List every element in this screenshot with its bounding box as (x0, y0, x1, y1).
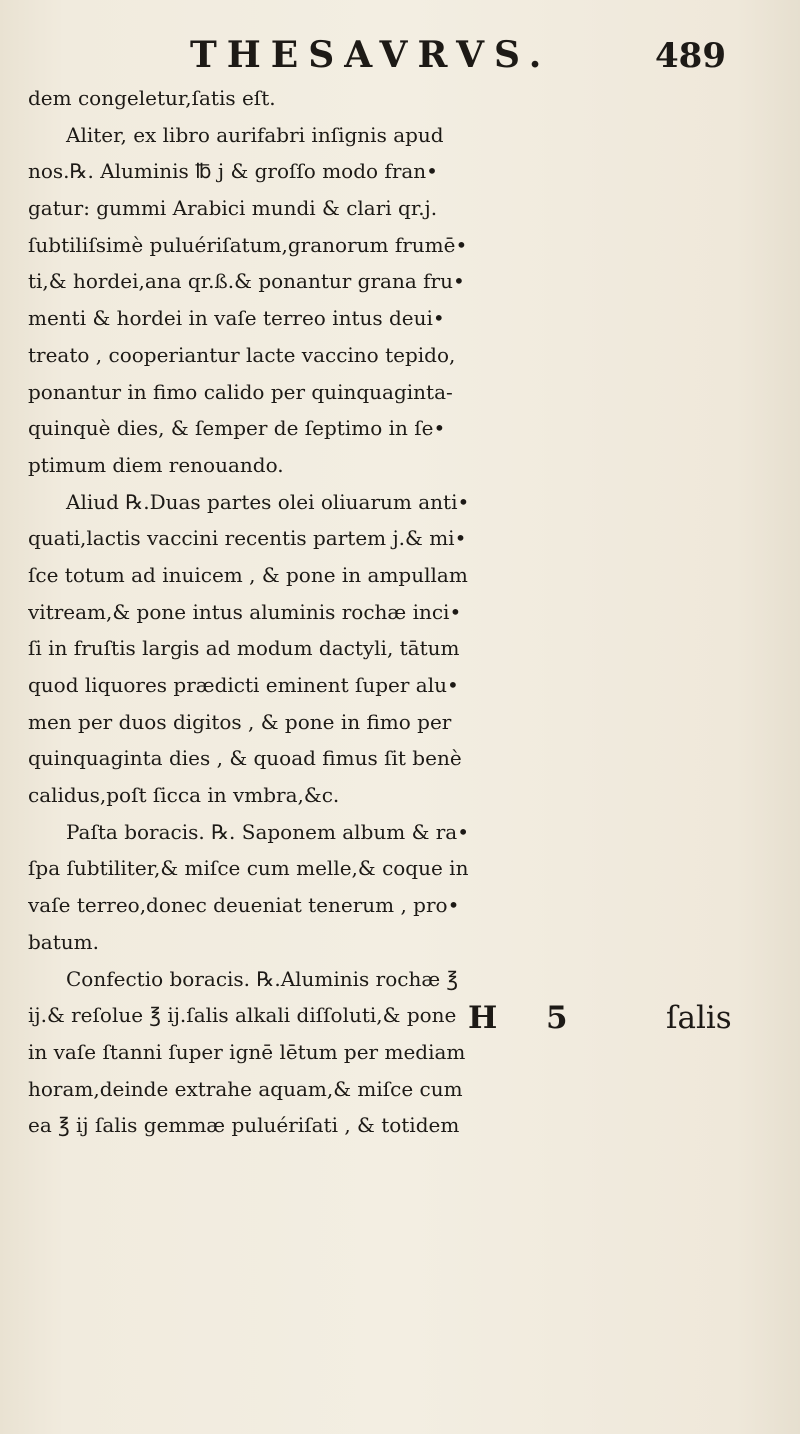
text-line: Paſta boracis. ℞. Saponem album & ra• (66, 819, 470, 844)
text-line: ſpa ſubtiliter,& miſce cum melle,& coque in (28, 856, 469, 881)
text-line: calidus,poſt ſicca in vmbra,&c. (28, 783, 340, 808)
text-line: Aliter, ex libro aurifabri inſignis apud (66, 122, 444, 147)
text-line: quod liquores prædicti eminent ſuper alu• (28, 673, 459, 697)
text-line: ti,& hordei,ana qr.ß.& ponantur grana fru• (28, 269, 465, 294)
page-number: 489 (655, 36, 726, 76)
text-line: men per duos digitos , & pone in fimo per (28, 709, 452, 734)
text-line: quinquaginta dies , & quoad fimus ſit benè (28, 746, 462, 771)
text-line: vaſe terreo,donec deueniat tenerum , pro• (28, 893, 460, 918)
page-footer (0, 1000, 800, 1040)
blank-bottom-margin (0, 1045, 800, 1434)
text-line: vitream,& pone intus aluminis rochæ inci• (28, 599, 462, 624)
signature-mark: H (468, 1000, 498, 1036)
text-line: Aliud ℞.Duas partes olei oliuarum anti• (66, 489, 470, 514)
text-line: gatur: gummi Arabici mundi & clari qr.j. (28, 196, 438, 221)
text-line: Confectio boracis. ℞.Aluminis rochæ ℥ (66, 966, 459, 991)
text-line: ſce totum ad inuicem , & pone in ampullam (28, 562, 468, 587)
text-line: menti & hordei in vaſe terreo intus deui• (28, 306, 445, 331)
text-line: ij.& reſolue ℥ ij.ſalis alkali diſſoluti,& pone (28, 1003, 457, 1028)
text-line: horam,deinde extrahe aquam,& miſce cum (28, 1076, 463, 1101)
text-line: ea ℥ ij ſalis gemmæ puluériſati , & totidem (28, 1113, 460, 1138)
signature-number: 5 (546, 1000, 568, 1036)
text-line: nos.℞. Aluminis ℔ j & groſſo modo fran• (28, 159, 438, 184)
text-line: in vaſe ſtanni ſuper ignē lētum per mediam (28, 1039, 466, 1064)
text-line: batum. (28, 929, 99, 954)
text-line: quati,lactis vaccini recentis partem j.& mi• (28, 526, 467, 551)
text-line: ptimum diem renouando. (28, 452, 284, 477)
running-head: THESAVRVS. (190, 34, 552, 76)
text-line: ſubtiliſsimè puluériſatum,granorum frumē• (28, 232, 468, 257)
text-line: ſi in fruſtis largis ad modum dactyli, tātum (28, 636, 460, 661)
page-header (0, 28, 800, 78)
text-line: quinquè dies, & ſemper de ſeptimo in ſe• (28, 416, 446, 441)
text-line: dem congeletur,ſatis eſt. (28, 86, 276, 110)
body-text (28, 80, 788, 1144)
text-line: treato , cooperiantur lacte vaccino tepido, (28, 342, 456, 367)
catchword: ſalis (666, 1000, 732, 1036)
text-line: ponantur in fimo calido per quinquaginta- (28, 379, 453, 404)
